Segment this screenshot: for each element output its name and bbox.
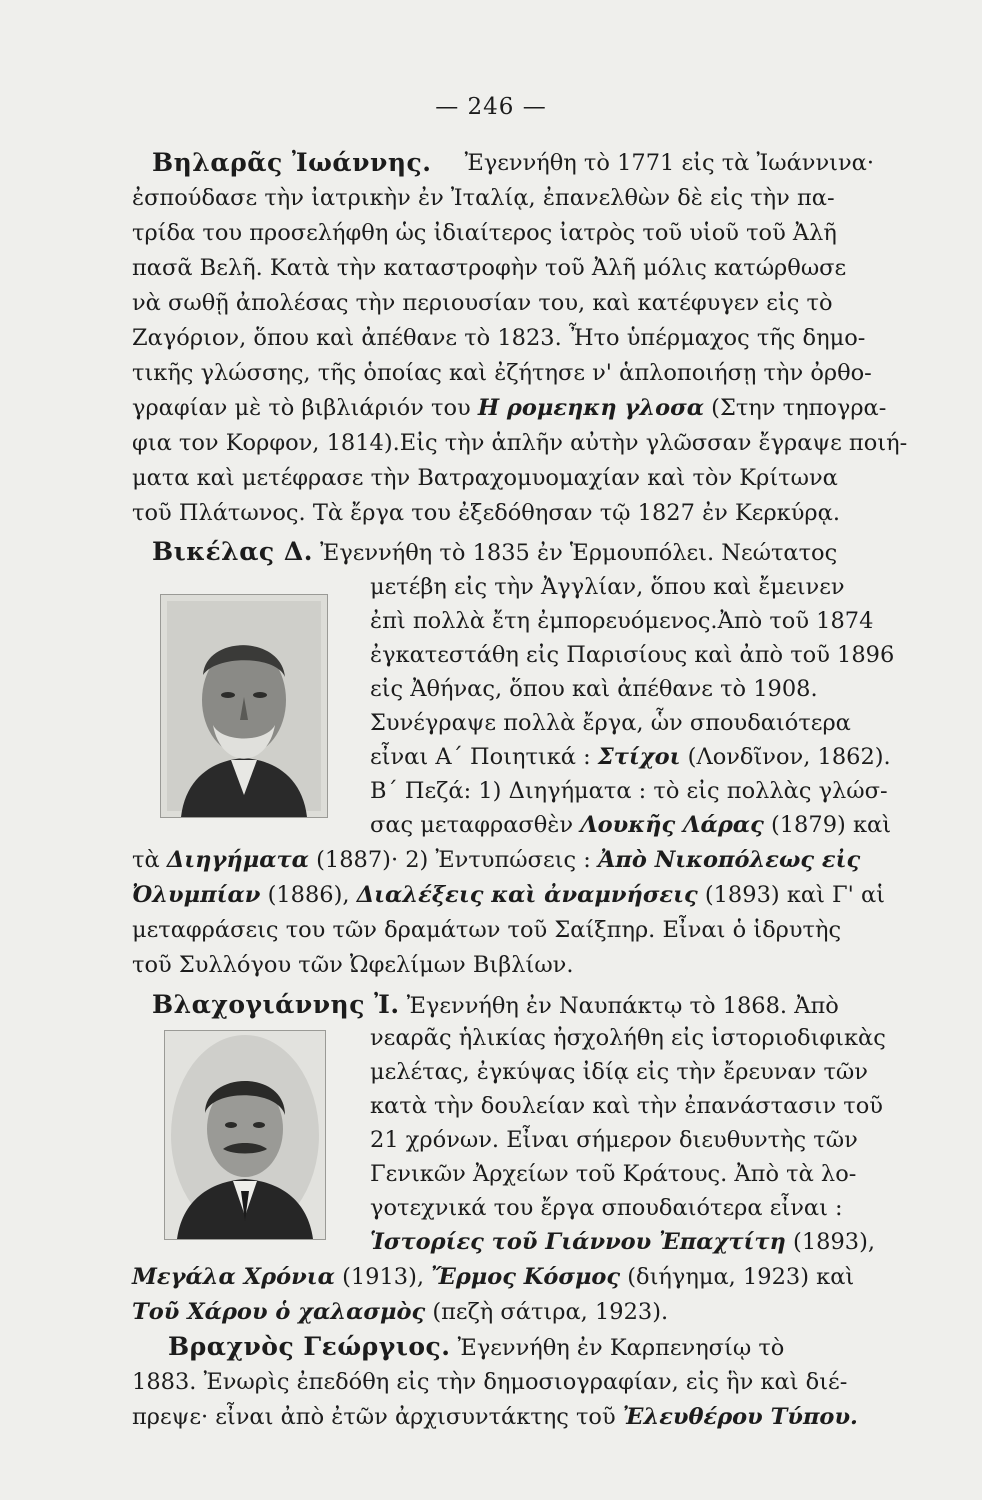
entry-text: ἐγκατεστάθη εἰς Παρισίους καὶ ἀπὸ τοῦ 1896 <box>370 642 895 668</box>
entry-text: (1913), <box>342 1264 425 1290</box>
entry-text: (πεζὴ σάτιρα, 1923). <box>432 1299 669 1325</box>
entry-text: Ζαγόριον, ὅπου καὶ ἀπέθανε τὸ 1823. Ἦτο ὑπέρμαχος τῆς δημο- <box>132 325 866 351</box>
entry-line <box>370 1159 874 1189</box>
entry-line <box>132 845 874 875</box>
work-title: Τοῦ Χάρου ὁ χαλασμὸς <box>132 1299 426 1325</box>
book-note: (Στην τηπογρα- <box>711 395 887 421</box>
entry-heading-vikelas: Βικέλας Δ. <box>152 537 313 566</box>
entry-line <box>132 253 874 283</box>
entry-line <box>370 640 895 670</box>
entry-line <box>370 606 874 636</box>
entry-text: (1893), <box>793 1229 876 1255</box>
entry-text: 21 χρόνων. Εἶναι σήμερον διευθυντὴς τῶν <box>370 1127 858 1153</box>
entry-line <box>132 323 874 353</box>
entry-vlachogiannis-line-1 <box>152 990 874 1021</box>
work-title: Μεγάλα Χρόνια <box>132 1264 335 1290</box>
entry-heading-vilaras: Βηλαρᾶς Ἰωάννης. <box>152 148 432 177</box>
entry-line <box>370 810 892 840</box>
entry-text: (1879) καὶ <box>770 812 892 838</box>
entry-line <box>132 183 874 213</box>
portrait-vikelas <box>160 594 328 818</box>
entry-text: πασᾶ Βελῆ. Κατὰ τὴν καταστροφὴν τοῦ Ἀλῆ μόλις κατώρθωσε <box>132 255 847 281</box>
entry-line <box>132 288 874 318</box>
entry-line <box>370 572 874 602</box>
entry-text: (1887)· 2) Ἐντυπώσεις : <box>316 847 591 873</box>
entry-text: γραφίαν μὲ τὸ βιβλιάριόν του <box>132 395 471 421</box>
entry-line <box>132 1297 874 1327</box>
entry-text: τρίδα του προσελήφθη ὡς ἰδιαίτερος ἰατρὸς τοῦ υἱοῦ τοῦ Ἀλῆ <box>132 220 837 246</box>
entry-text: πρεψε· εἶναι ἀπὸ ἐτῶν ἀρχισυντάκτης τοῦ <box>132 1404 616 1430</box>
entry-text: τικῆς γλώσσης, τῆς ὁποίας καὶ ἐζήτησε ν' ἁπλοποιήσῃ τὴν ὀρθο- <box>132 360 872 386</box>
entry-vikelas-line-1 <box>152 537 874 568</box>
entry-text: ματα καὶ μετέφρασε τὴν Βατραχομυομαχίαν καὶ τὸν Κρίτωνα <box>132 465 838 491</box>
entry-text: σας μεταφρασθὲν <box>370 812 574 838</box>
entry-line <box>132 393 887 423</box>
work-title: Διαλέξεις καὶ ἀναμνήσεις <box>356 882 698 908</box>
entry-text: εἰς Ἀθήνας, ὅπου καὶ ἀπέθανε τὸ 1908. <box>370 676 818 702</box>
entry-text: νεαρᾶς ἡλικίας ἠσχολήθη εἰς ἱστοριοδιφικὰς <box>370 1025 886 1051</box>
entry-text: εἶναι Α΄ Ποιητικά : <box>370 744 591 770</box>
work-title: Ἀπὸ Νικοπόλεως εἰς <box>597 847 861 873</box>
entry-line <box>132 880 886 910</box>
page-number: — 246 — <box>435 94 547 120</box>
entry-text: Συνέγραψε πολλὰ ἔργα, ὧν σπουδαιότερα <box>370 710 851 736</box>
entry-text: γοτεχνικά του ἔργα σπουδαιότερα εἶναι : <box>370 1195 843 1221</box>
entry-text: ἐπὶ πολλὰ ἔτη ἐμπορευόμενος.Ἀπὸ τοῦ 1874 <box>370 608 874 634</box>
entry-line <box>132 950 874 980</box>
entry-text: νὰ σωθῇ ἀπολέσας τὴν περιουσίαν του, καὶ κατέφυγεν εἰς τὸ <box>132 290 833 316</box>
entry-vrachnos-line-1 <box>168 1332 874 1363</box>
entry-line <box>132 1262 874 1292</box>
entry-line <box>132 1367 874 1397</box>
entry-line <box>132 915 874 945</box>
portrait-vikelas-image <box>161 595 327 817</box>
entry-text: ἐσπούδασε τὴν ἰατρικὴν ἐν Ἰταλίᾳ, ἐπανελθὼν δὲ εἰς τὴν πα- <box>132 185 835 211</box>
entry-text: μελέτας, ἐγκύψας ἰδίᾳ εἰς τὴν ἔρευναν τῶν <box>370 1059 868 1085</box>
portrait-vlachogiannis-image <box>165 1031 325 1239</box>
entry-line <box>132 1402 874 1432</box>
entry-line <box>132 463 874 493</box>
entry-text: τοῦ Πλάτωνος. Τὰ ἔργα του ἐξεδόθησαν τῷ 1827 ἐν Κερκύρᾳ. <box>132 500 840 526</box>
entry-heading-vrachnos: Βραχνὸς Γεώργιος. <box>168 1332 451 1361</box>
entry-text: κατὰ τὴν δουλείαν καὶ τὴν ἐπανάστασιν τοῦ <box>370 1093 883 1119</box>
entry-line <box>370 1057 874 1087</box>
entry-line <box>132 428 908 458</box>
entry-line <box>370 1091 883 1121</box>
entry-line <box>370 674 874 704</box>
entry-text: (1893) καὶ Γ' αἱ <box>704 882 886 908</box>
entry-line <box>370 776 888 806</box>
entry-text: μεταφράσεις του τῶν δραμάτων τοῦ Σαίξπηρ. Εἶναι ὁ ἱδρυτὴς <box>132 917 842 943</box>
work-title: Στίχοι <box>597 744 681 770</box>
entry-line <box>132 358 874 388</box>
entry-line <box>370 1023 886 1053</box>
entry-vilaras-line-1 <box>152 148 874 178</box>
entry-text: Ἐγεννήθη τὸ 1835 ἐν Ἑρμουπόλει. Νεώτατος <box>320 540 838 566</box>
work-title: Διηγήματα <box>166 847 309 873</box>
work-title: Ἔρμος Κόσμος <box>431 1264 621 1290</box>
portrait-vlachogiannis <box>164 1030 326 1240</box>
entry-text: 1883. Ἐνωρὶς ἐπεδόθη εἰς τὴν δημοσιογραφίαν, εἰς ἣν καὶ διέ- <box>132 1369 848 1395</box>
work-title: Ἱστορίες τοῦ Γιάννου Ἐπαχτίτη <box>370 1229 786 1255</box>
work-title: Λουκῆς Λάρας <box>580 812 764 838</box>
entry-text: Ἐγεννήθη ἐν Ναυπάκτῳ τὸ 1868. Ἀπὸ <box>406 993 839 1019</box>
entry-text: (διήγημα, 1923) καὶ <box>627 1264 855 1290</box>
entry-line <box>132 498 874 528</box>
entry-line <box>370 1193 874 1223</box>
entry-heading-vlachogiannis: Βλαχογιάννης Ἰ. <box>152 990 400 1019</box>
entry-text: Ἐγεννήθη ἐν Καρπενησίῳ τὸ <box>457 1335 785 1361</box>
entry-text: (1886), <box>267 882 350 908</box>
entry-line <box>370 1227 874 1257</box>
entry-line <box>370 708 874 738</box>
entry-text: τὰ <box>132 847 160 873</box>
entry-text: φια τον Κορφον, 1814).Εἰς τὴν ἁπλῆν αὐτὴν γλῶσσαν ἔγραψε ποιή- <box>132 430 908 456</box>
entry-line <box>132 218 874 248</box>
entry-text: Γενικῶν Ἀρχείων τοῦ Κράτους. Ἀπὸ τὰ λο- <box>370 1161 857 1187</box>
entry-text: Β΄ Πεζά: 1) Διηγήματα : τὸ εἰς πολλὰς γλώσ- <box>370 778 888 804</box>
entry-text: Ἐγεννήθη τὸ 1771 εἰς τὰ Ἰωάννινα· <box>464 150 874 176</box>
entry-line <box>370 1125 874 1155</box>
newspaper-title: Ἐλευθέρου Τύπου. <box>622 1404 858 1430</box>
book-title: Η ρομεηκη γλοσα <box>477 395 705 421</box>
entry-text: (Λονδῖνον, 1862). <box>687 744 891 770</box>
entry-line <box>370 742 891 772</box>
entry-text: μετέβη εἰς τὴν Ἀγγλίαν, ὅπου καὶ ἔμεινεν <box>370 574 845 600</box>
work-title: Ὀλυμπίαν <box>132 882 261 908</box>
entry-text: τοῦ Συλλόγου τῶν Ὠφελίμων Βιβλίων. <box>132 952 574 978</box>
